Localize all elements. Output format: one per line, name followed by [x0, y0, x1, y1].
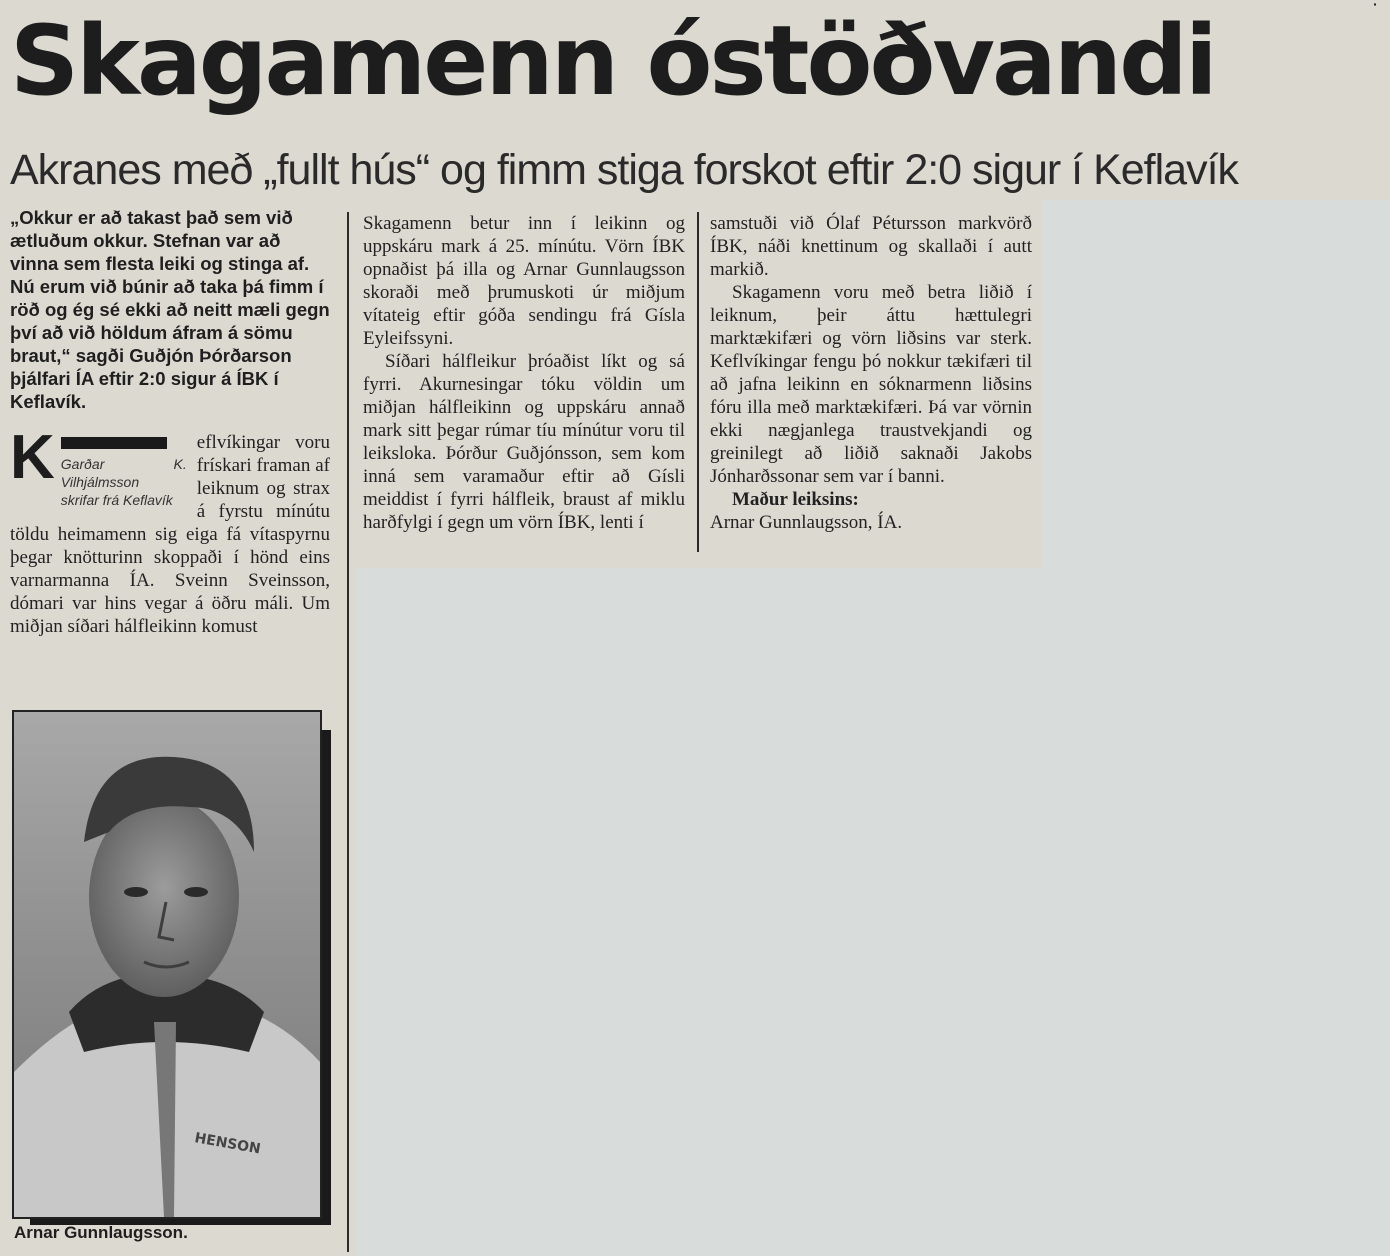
player-photo — [12, 710, 322, 1219]
body-text-1b: Skagamenn betur inn í leikinn og uppskáru mark á 25. mínútu. Vörn ÍBK opnaðist þá illa og Arnar Gunnlaugsson skoraði með þrumuskoti úr miðjum vítateig eftir góða sendingu frá Gísla Eyleifssyni. — [363, 213, 685, 349]
body-paragraph-3: Skagamenn voru með betra liðið í leiknum, þeir áttu hættulegri marktækifæri og vörn liðsins var sterk. Keflvíkingar fengu þó nokkur tækifæri til að jafna leikinn en sóknarmenn liðsins fóru illa með marktækifæri. Þá var vörnin ekki nægjanlega traustvekjandi og greinilegt að liðið saknaði Jakobs Jónharðssonar sem var í banni. — [710, 282, 1032, 487]
column-3 — [710, 212, 1032, 534]
body-text-2-cont: samstuði við Ólaf Pétursson markvörð ÍBK, náði knettinum og skallaði í autt markið. — [710, 213, 1032, 280]
byline-name: Garðar K. Vilhjálmsson — [60, 456, 187, 490]
man-of-match-label: Maður leiksins: — [732, 489, 859, 510]
column-1 — [10, 206, 330, 638]
corner-mark: ˙ — [1370, 0, 1380, 24]
player-portrait-image — [14, 712, 320, 1217]
column-rule-1 — [347, 212, 349, 1252]
body-paragraph-2: Síðari hálfleikur þróaðist líkt og sá fyrri. Akurnesingar tóku völdin um miðjan hálfleikinn og uppskáru annað mark sitt þegar rúmar tíu mínútur voru til leiksloka. Þórður Guðjónsson, sem kom inná sem varamaður eftir að Gísli meiddist í fyrri hálfleik, braust af miklu harðfylgi í gegn um vörn ÍBK, lenti í — [363, 351, 685, 533]
byline-role: skrifar frá Keflavík — [60, 492, 173, 508]
subheadline: Akranes með „fullt hús“ og fimm stiga forskot eftir 2:0 sigur í Keflavík — [10, 146, 1239, 194]
photo-caption: Arnar Gunnlaugsson. — [14, 1223, 188, 1242]
byline-box — [61, 437, 187, 509]
body-text-1a: eflvíkingar voru frískari framan af leiknum og strax á fyrstu mínútu töldu heimamenn sig eiga fá vítaspyrnu þegar knötturinn skoppaði í hönd eins varnarmanna ÍA. Sveinn Sveinsson, dómari var hins vegar á öðru máli. Um miðjan síðari hálfleikinn komust — [10, 432, 330, 637]
jacket-brand-text: HENSON — [193, 1130, 262, 1158]
column-2 — [363, 212, 685, 534]
headline: Skagamenn óstöðvandi — [10, 5, 1215, 117]
man-of-match-value: Arnar Gunnlaugsson, ÍA. — [710, 512, 903, 533]
body-paragraph-1 — [10, 423, 330, 638]
lead-paragraph: „Okkur er að takast það sem við ætluðum okkur. Stefnan var að vinna sem flesta leiki og stinga af. Nú erum við búnir að taka þá fimm í röð og ég sé ekki að neitt mæli gegn því að við höldum áfram á sömu braut,“ sagði Guðjón Þórðarson þjálfari ÍA eftir 2:0 sigur á ÍBK í Keflavík. — [10, 207, 330, 412]
byline-bar — [61, 437, 167, 449]
column-rule-2 — [697, 212, 699, 552]
drop-cap: K — [10, 423, 55, 492]
